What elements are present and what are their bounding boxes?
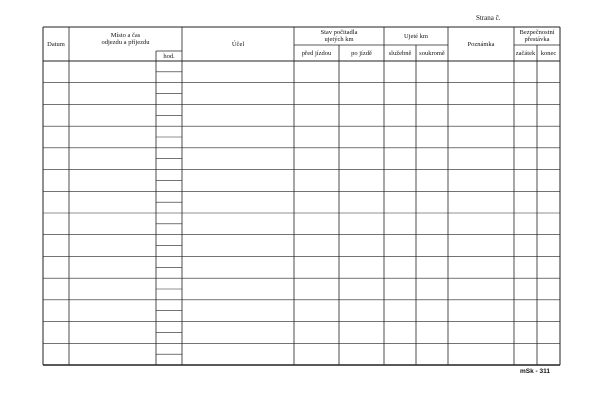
header-odometer: Stav počitadla ujetých km [320,29,358,43]
header-km-business: služebně [388,49,412,57]
form-code: mSk - 311 [520,368,550,375]
header-break-end: konec [540,49,557,57]
header-km-driven: Ujeté km [403,32,428,40]
header-date: Datum [47,40,65,48]
header-km-private: soukromě [419,49,445,57]
header-odometer-after: po jízdě [351,49,372,57]
header-odometer-before: před jízdou [301,49,332,57]
header-safety-break: Bezpečnostní přestávka [519,29,555,43]
header-purpose: Účel [231,40,245,48]
header-break-start: začátek [515,49,536,57]
header-note: Poznámka [467,40,495,48]
page-number-label: Strana č. [476,14,501,22]
header-place-time: Místo a čas odjezdu a příjezdu [101,32,150,46]
header-hour: hod. [163,52,175,60]
